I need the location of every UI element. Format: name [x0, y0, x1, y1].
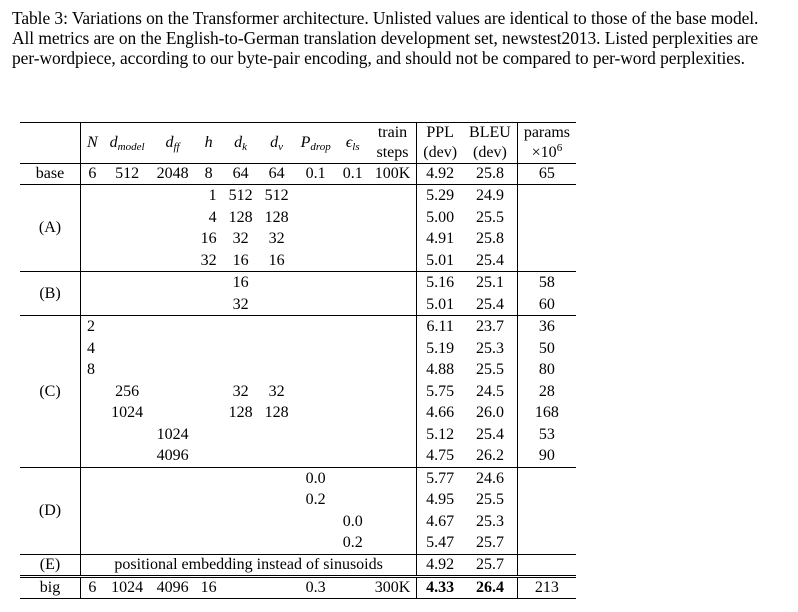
col-dk: [223, 316, 259, 468]
table-cell-value: 25.4: [475, 295, 504, 313]
header-bleu: BLEU (dev): [463, 123, 517, 164]
table-cell-value: 5.75: [426, 382, 455, 400]
results-table: [20, 122, 576, 599]
table-cell-value: 28: [538, 382, 555, 400]
row-E: (E) positional embedding instead of sinusoids 4.92 25.7: [20, 554, 576, 576]
table-cell-value: 5.19: [426, 339, 455, 357]
table-cell-value: 5.12: [426, 425, 455, 443]
row-big: big 6 1024 4096 16 0.3 300K 4.33 26.4 213: [20, 576, 576, 598]
col-params: [517, 316, 576, 468]
table-cell-value: 25.7: [475, 534, 504, 551]
col-bleu: [463, 316, 517, 468]
row-label: (E): [20, 554, 81, 576]
table-cell-value: 50: [538, 339, 555, 357]
table-cell-value: 4: [208, 208, 217, 226]
table-cell-value: 16: [200, 230, 217, 247]
header-row: [20, 123, 576, 164]
col-params: [517, 272, 576, 316]
col-ppl: [417, 185, 463, 272]
row-label: (C): [20, 316, 81, 468]
table-cell-value: 25.3: [475, 339, 504, 357]
table-cell-value: 25.5: [475, 361, 504, 378]
col-bleu: [463, 185, 517, 272]
header-dmodel: $d_{model}$: [104, 123, 151, 164]
col-dk: [223, 272, 259, 316]
row-label: (B): [20, 272, 81, 316]
table-cell-value: 32: [232, 382, 249, 400]
table-cell-value: 36: [538, 318, 555, 335]
header-els: $\epsilon_{ls}$: [337, 123, 369, 164]
row-group-C: [20, 316, 576, 468]
table-cell-value: 128: [264, 404, 289, 421]
col-ppl: [417, 467, 463, 554]
row-group-A: [20, 185, 576, 272]
header-h: h: [195, 123, 223, 164]
table-cell-value: 25.5: [475, 491, 504, 508]
col-bleu: [463, 272, 517, 316]
table-cell-value: 24.5: [475, 382, 504, 400]
col-ppl: [417, 272, 463, 316]
row-base: base 6 512 2048 8 64 64 0.1 0.1 100K 4.92 25.8 65: [20, 164, 576, 185]
col-dv: [259, 185, 295, 272]
col-els: [337, 467, 369, 554]
table-cell-value: 23.7: [475, 318, 504, 335]
table-cell-value: 168: [534, 404, 559, 421]
table-cell-value: 5.00: [426, 208, 455, 226]
table-cell-value: 4.88: [426, 361, 455, 378]
table-cell-value: 0.2: [305, 491, 326, 508]
col-dff: [151, 316, 195, 468]
header-params: params $\times 10^6$: [517, 123, 576, 164]
table-cell-value: 80: [538, 361, 555, 378]
table-cell-value: 5.01: [426, 251, 455, 269]
table-cell-value: 4.75: [426, 447, 455, 464]
col-dv: [259, 316, 295, 468]
table-cell-value: 16: [232, 274, 249, 291]
table-cell-value: 4.91: [426, 230, 455, 247]
table-cell-value: 128: [264, 208, 289, 226]
table-cell-value: 6.11: [426, 318, 454, 335]
col-ppl: [417, 316, 463, 468]
header-dff: $d_{ff}$: [151, 123, 195, 164]
table-cell-value: 128: [228, 208, 253, 226]
table-cell-value: 0.0: [342, 512, 363, 530]
table-cell-value: 4.66: [426, 404, 455, 421]
col-N: [81, 316, 104, 468]
table-cell-value: 26.2: [475, 447, 504, 464]
table-cell-value: 1024: [111, 404, 144, 421]
table-cell-value: 16: [268, 251, 285, 269]
table-cell-value: 58: [538, 274, 555, 291]
table-cell-value: 1: [208, 187, 217, 204]
row-group-D: [20, 467, 576, 554]
col-dk: [223, 185, 259, 272]
table-cell-value: 128: [228, 404, 253, 421]
table-cell-value: 5.01: [426, 295, 455, 313]
col-dmodel: [104, 316, 151, 468]
col-bleu: [463, 467, 517, 554]
table-cell-value: 32: [232, 230, 249, 247]
table-cell-value: 5.16: [426, 274, 455, 291]
col-pdrop: [295, 467, 337, 554]
header-ppl: PPL (dev): [417, 123, 463, 164]
table-cell-value: 32: [268, 382, 285, 400]
table-cell-value: 0.2: [342, 534, 363, 551]
table-cell-value: 4.67: [426, 512, 455, 530]
header-pdrop: $P_{drop}$: [295, 123, 337, 164]
table-cell-value: 60: [538, 295, 555, 313]
table-cell-value: 53: [538, 425, 555, 443]
table-cell-value: 25.3: [475, 512, 504, 530]
col-h: [195, 185, 223, 272]
row-group-B: [20, 272, 576, 316]
table-caption: Table 3: Variations on the Transformer architecture. Unlisted values are identical to those of the base model. All metrics are on the English-to-German translation development set, newstest2013. Listed perplexities are per-wordpiece, according to our byte-pair encoding, and should not be compared to per-word perplexities.: [12, 8, 759, 68]
header-dv: $d_v$: [259, 123, 295, 164]
table-cell-value: 25.4: [475, 425, 504, 443]
header-dk: $d_k$: [223, 123, 259, 164]
header-train-steps: train steps: [369, 123, 417, 164]
table-cell-value: 0.0: [305, 469, 326, 487]
table-cell-value: 5.47: [426, 534, 455, 551]
row-label: base: [20, 164, 81, 185]
table-cell-value: 5.29: [426, 187, 455, 204]
table-cell-value: 26.0: [475, 404, 504, 421]
table-cell-value: 5.77: [426, 469, 455, 487]
table-cell-value: 90: [538, 447, 555, 464]
row-label: (D): [20, 467, 81, 554]
table-cell-value: 1024: [156, 425, 189, 443]
table-cell-value: 8: [87, 361, 95, 378]
row-label: big: [20, 576, 81, 598]
row-E-description: positional embedding instead of sinusoids: [81, 554, 417, 576]
row-label: (A): [20, 185, 81, 272]
table-cell-value: 4: [87, 339, 95, 357]
table-cell-value: 16: [232, 251, 249, 269]
header-N: N: [81, 123, 104, 164]
table-cell-value: 25.8: [475, 230, 504, 247]
table-cell-value: 32: [200, 251, 217, 269]
table-cell-value: 4.95: [426, 491, 455, 508]
table-cell-value: 512: [228, 187, 253, 204]
table-cell-value: 2: [87, 318, 95, 335]
table-cell-value: 256: [115, 382, 140, 400]
table-cell-value: 512: [264, 187, 289, 204]
table-cell-value: 4096: [156, 447, 189, 464]
table-cell-value: 32: [232, 295, 249, 313]
table-cell-value: 24.6: [475, 469, 504, 487]
table-cell-value: 25.5: [475, 208, 504, 226]
table-cell-value: 25.4: [475, 251, 504, 269]
table-cell-value: 25.1: [475, 274, 504, 291]
table-cell-value: 24.9: [475, 187, 504, 204]
table-cell-value: 32: [268, 230, 285, 247]
